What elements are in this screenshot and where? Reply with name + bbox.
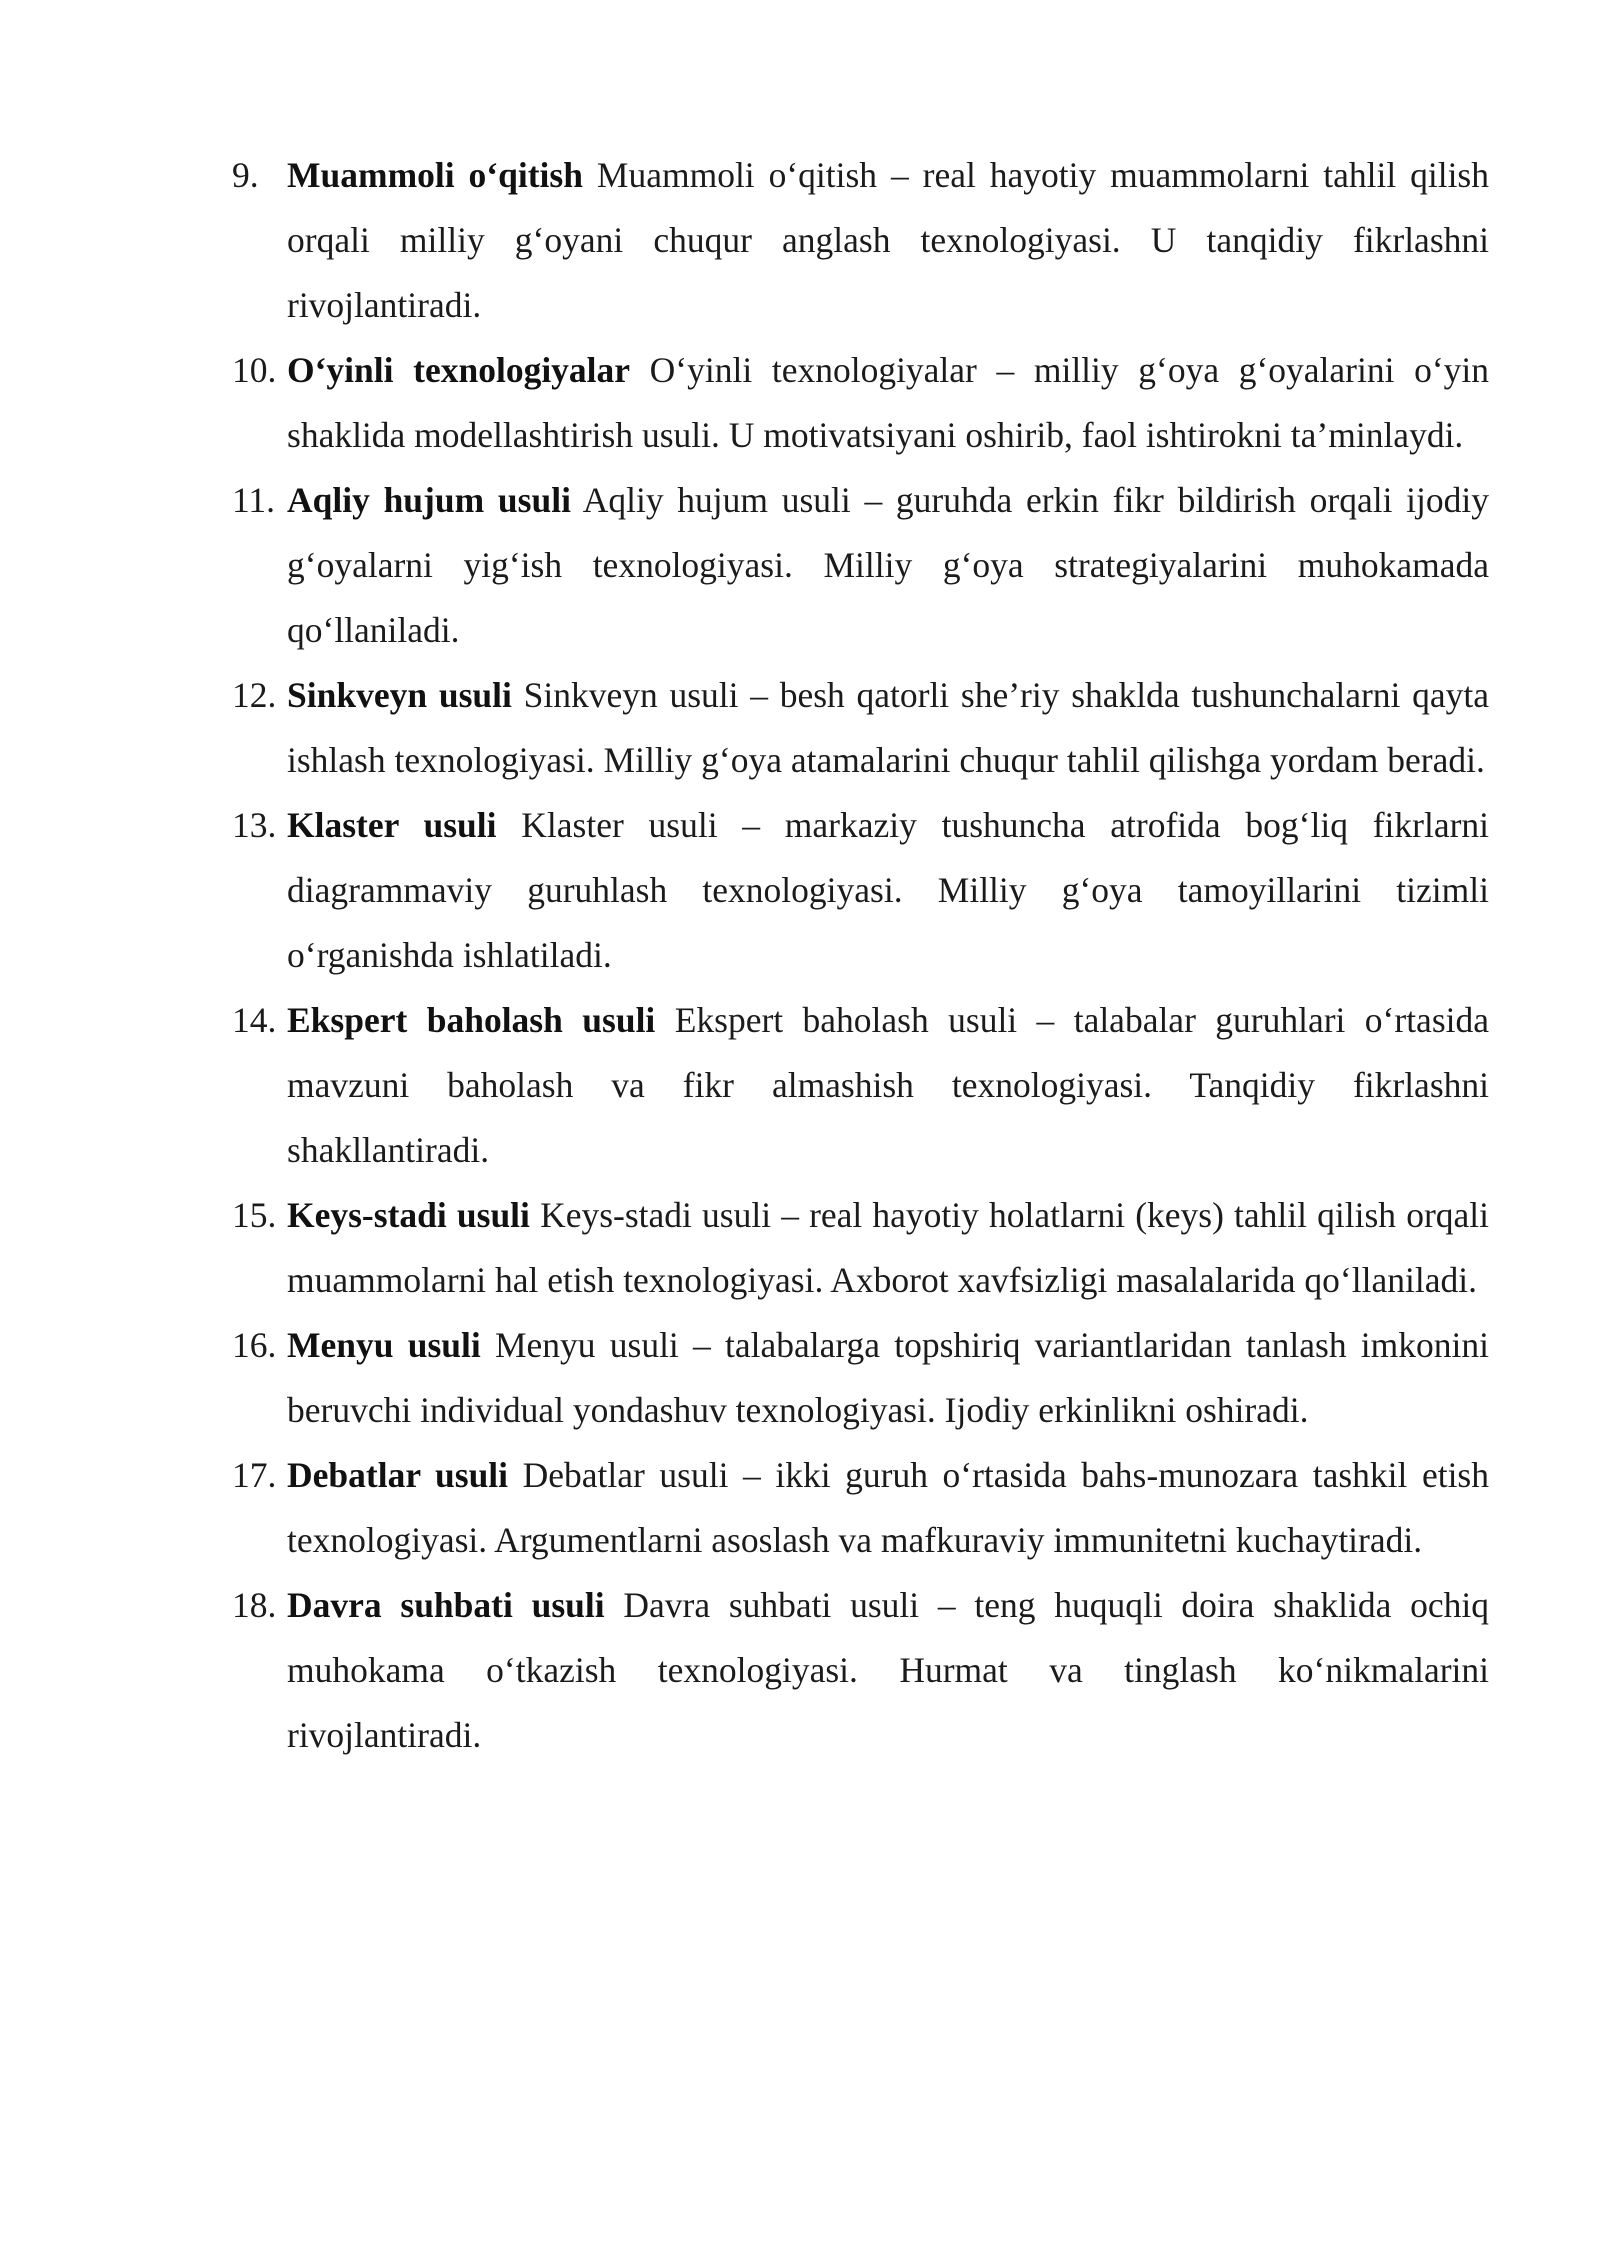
- item-number: 17.: [232, 1455, 277, 1495]
- list-item: [232, 1183, 1489, 1313]
- list-item: [232, 793, 1489, 988]
- item-title: O‘yinli texnologiyalar: [287, 350, 631, 390]
- item-text: Sinkveyn usuli – besh qatorli she’riy shaklda tushunchalarni qayta ishlash texnologiyasi. Milliy g‘oya atamalarini chuqur tahlil qilishga yordam beradi.: [287, 675, 1489, 780]
- item-text: O‘yinli texnologiyalar – milliy g‘oya g‘oyalarini o‘yin shaklida modellashtirish usuli. U motivatsiyani oshirib, faol ishtirokni ta’minlaydi.: [287, 350, 1490, 455]
- list-item: [232, 338, 1489, 468]
- item-title: Debatlar usuli: [287, 1455, 509, 1495]
- item-title: Klaster usuli: [287, 805, 497, 845]
- item-title: Ekspert baholash usuli: [287, 1000, 656, 1040]
- item-number: 11.: [232, 480, 276, 520]
- item-text: Muammoli o‘qitish – real hayotiy muammolarni tahlil qilish orqali milliy g‘oyani chuqur anglash texnologiyasi. U tanqidiy fikrlashni rivojlantiradi.: [287, 155, 1490, 325]
- list-item: [232, 1443, 1489, 1573]
- methods-list: [232, 143, 1489, 1768]
- list-item: [232, 143, 1489, 338]
- item-text: Debatlar usuli – ikki guruh o‘rtasida bahs-munozara tashkil etish texnologiyasi. Argumentlarni asoslash va mafkuraviy immunitetni kuchaytiradi.: [287, 1455, 1489, 1560]
- item-title: Keys-stadi usuli: [287, 1195, 530, 1235]
- item-number: 10.: [232, 350, 277, 390]
- item-number: 18.: [232, 1585, 277, 1625]
- item-text: Menyu usuli – talabalarga topshiriq variantlaridan tanlash imkonini beruvchi individual yondashuv texnologiyasi. Ijodiy erkinlikni oshiradi.: [287, 1325, 1489, 1430]
- item-number: 9.: [232, 155, 259, 195]
- item-number: 12.: [232, 675, 277, 715]
- item-number: 14.: [232, 1000, 277, 1040]
- item-title: Davra suhbati usuli: [287, 1585, 605, 1625]
- item-title: Aqliy hujum usuli: [287, 480, 571, 520]
- item-title: Sinkveyn usuli: [287, 675, 512, 715]
- item-title: Muammoli o‘qitish: [287, 155, 583, 195]
- list-item: [232, 988, 1489, 1183]
- item-text: Davra suhbati usuli – teng huquqli doira shaklida ochiq muhokama o‘tkazish texnologiyasi. Hurmat va tinglash ko‘nikmalarini rivojlantiradi.: [287, 1585, 1489, 1755]
- item-title: Menyu usuli: [287, 1325, 481, 1365]
- list-item: [232, 1313, 1489, 1443]
- item-text: Aqliy hujum usuli – guruhda erkin fikr bildirish orqali ijodiy g‘oyalarni yig‘ish texnologiyasi. Milliy g‘oya strategiyalarini muhokamada qo‘llaniladi.: [287, 480, 1490, 650]
- item-text: Ekspert baholash usuli – talabalar guruhlari o‘rtasida mavzuni baholash va fikr almashish texnologiyasi. Tanqidiy fikrlashni shakllantiradi.: [287, 1000, 1490, 1170]
- list-item: [232, 663, 1489, 793]
- item-text: Klaster usuli – markaziy tushuncha atrofida bog‘liq fikrlarni diagrammaviy guruhlash texnologiyasi. Milliy g‘oya tamoyillarini tizimli o‘rganishda ishlatiladi.: [287, 805, 1490, 975]
- item-number: 15.: [232, 1195, 277, 1235]
- list-item: [232, 1573, 1489, 1768]
- item-number: 13.: [232, 805, 277, 845]
- item-text: Keys-stadi usuli – real hayotiy holatlarni (keys) tahlil qilish orqali muammolarni hal etish texnologiyasi. Axborot xavfsizligi masalalarida qo‘llaniladi.: [287, 1195, 1489, 1300]
- list-item: [232, 468, 1489, 663]
- item-number: 16.: [232, 1325, 277, 1365]
